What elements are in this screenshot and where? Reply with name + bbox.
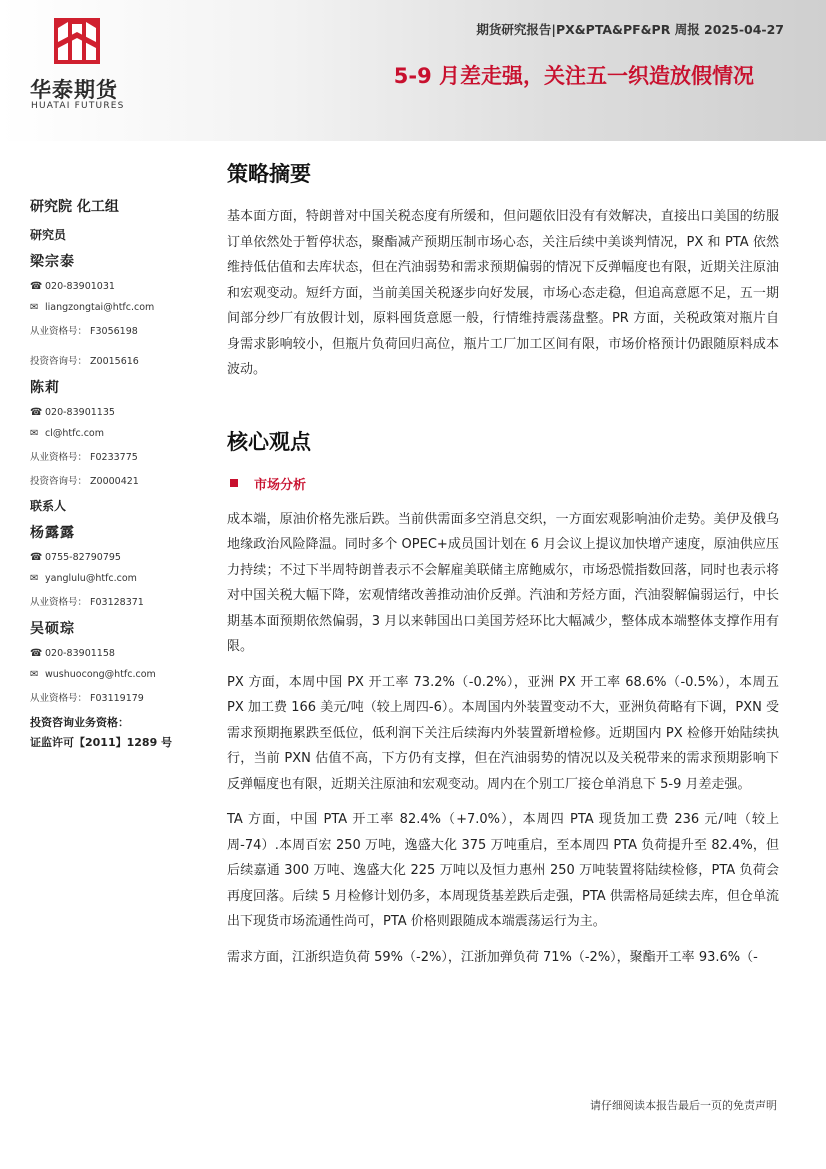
phone-number: 0755-82790795 <box>45 552 121 563</box>
phone-icon: ☎ <box>30 407 43 418</box>
logo-text-en: HUATAI FUTURES <box>31 101 125 111</box>
contact-label: 联系人 <box>30 499 67 513</box>
disclaimer-footer: 请仔细阅读本报告最后一页的免责声明 <box>590 1099 777 1112</box>
email-address[interactable]: yanglulu@htfc.com <box>45 573 137 584</box>
email-line <box>30 302 205 313</box>
phone-number: 020-83901158 <box>45 648 115 659</box>
logo-text-cn: 华泰期货 <box>30 78 118 102</box>
contact-card <box>30 618 205 704</box>
phone-line <box>30 281 205 292</box>
analysis-paragraph: 需求方面，江浙织造负荷 59%（-2%），江浙加弹负荷 71%（-2%），聚酯开工率 93.6%（- <box>227 949 758 965</box>
email-address[interactable]: liangzongtai@htfc.com <box>45 302 155 313</box>
bullet-square-icon <box>230 479 238 487</box>
researcher-card <box>30 251 205 367</box>
phone-line <box>30 648 205 659</box>
email-icon: ✉ <box>30 428 39 439</box>
analyst-name: 陈莉 <box>30 380 60 396</box>
strategy-summary-text: 基本面方面，特朗普对中国关税态度有所缓和，但问题依旧没有有效解决，直接出口美国的纺服订单依然处于暂停状态，聚酯减产预期压制市场心态，关注后续中美谈判情况，PX 和 PTA 依然维持低估值和去库状态，但在汽油弱势和需求预期偏弱的情况下反弹幅度也有限，近期关注原油和宏观变动。短纤方面，当前美国关税逐步向好发展，市场心态走稳，但追高意愿不足，五一期间部分纱厂有放假计划，原料囤货意愿一般，行情维持震荡盘整。PR 方面，关税政策对瓶片自身需求影响较小，但瓶片负荷回归高位，瓶片工厂加工区间有限，市场价格预计仍跟随原料成本波动。 <box>227 209 779 377</box>
qualification-number: 从业资格号： F03119179 <box>30 693 144 704</box>
email-icon: ✉ <box>30 669 39 680</box>
analysis-paragraph: 成本端，原油价格先涨后跌。当前供需面多空消息交织，一方面宏观影响油价走势。美伊及俄乌地缘政治风险降温。同时多个 OPEC+成员国计划在 6 月会议上提议加快增产速度，原油供应压力持续；不过下半周特朗普表示不会解雇美联储主席鲍威尔，市场恐慌指数回落，同时也表示将对中国关税大幅下降，宏观情绪改善推动油价反弹。汽油和芳烃方面，汽油裂解偏弱运行，中长期基本面预期依然偏弱，3 月以来韩国出口美国芳烃环比大幅减少，整体成本端整体支撑作用有限。 <box>227 511 779 654</box>
researcher-card <box>30 377 205 487</box>
email-icon: ✉ <box>30 302 39 313</box>
company-logo <box>30 18 130 111</box>
email-line <box>30 669 205 680</box>
analyst-name: 梁宗泰 <box>30 254 75 270</box>
investment-advisory-number: 投资咨询号： Z0015616 <box>30 356 139 367</box>
researcher-label: 研究员 <box>30 228 67 242</box>
department: 研究院 化工组 <box>30 199 119 215</box>
email-line <box>30 573 205 584</box>
market-analysis-label: 市场分析 <box>254 477 307 493</box>
report-title: 5-9 月差走强，关注五一织造放假情况 <box>393 64 754 88</box>
logo-mark-icon <box>54 18 100 64</box>
qualification-number: 从业资格号： F03128371 <box>30 597 144 608</box>
email-icon: ✉ <box>30 573 39 584</box>
phone-icon: ☎ <box>30 281 43 292</box>
main-content <box>227 158 779 970</box>
page-header <box>0 0 826 141</box>
license-value: 证监许可【2011】1289 号 <box>30 736 173 749</box>
qualification-number: 从业资格号： F3056198 <box>30 326 138 337</box>
report-meta: 期货研究报告|PX&PTA&PF&PR 周报 2025-04-27 <box>476 22 784 37</box>
phone-line <box>30 407 205 418</box>
qualification-number: 从业资格号： F0233775 <box>30 452 138 463</box>
contact-name: 吴硕琮 <box>30 621 75 637</box>
analysis-paragraph: PX 方面，本周中国 PX 开工率 73.2%（-0.2%），亚洲 PX 开工率 68.6%（-0.5%），本周五 PX 加工费 166 美元/吨（较上周四-6）。本周国内外装置变动不大，亚洲负荷略有下调，PXN 受需求预期拖累跌至低位，低利润下关注后续海内外装置新增检修。近期国内 PX 检修开始陆续执行，当前 PXN 估值不高，下方仍有支撑，但在汽油弱势的情况以及关税带来的需求预期影响下反弹幅度也有限，近期关注原油和宏观变动。周内在个别工厂接仓单消息下 5-9 月差走强。 <box>227 674 779 792</box>
analyst-sidebar <box>30 196 205 754</box>
phone-icon: ☎ <box>30 648 43 659</box>
email-address[interactable]: cl@htfc.com <box>45 428 104 439</box>
analysis-paragraph: TA 方面，中国 PTA 开工率 82.4%（+7.0%），本周四 PTA 现货加工费 236 元/吨（较上周-74）.本周百宏 250 万吨，逸盛大化 375 万吨重启，至本周四 PTA 负荷提升至 82.4%，但后续嘉通 300 万吨、逸盛大化 225 万吨以及恒力惠州 250 万吨装置将陆续检修，PTA 负荷会再度回落。后续 5 月检修计划仍多，本周现货基差跌后走强，PTA 供需格局延续去库，但仓单流出下现货市场流通性尚可，PTA 价格则跟随成本端震荡运行为主。 <box>227 812 779 929</box>
contact-name: 杨露露 <box>30 525 75 541</box>
email-line <box>30 428 205 439</box>
market-analysis-heading <box>227 474 779 493</box>
phone-number: 020-83901135 <box>45 407 115 418</box>
contact-card <box>30 522 205 608</box>
phone-number: 020-83901031 <box>45 281 115 292</box>
phone-line <box>30 552 205 563</box>
core-view-heading: 核心观点 <box>227 429 311 454</box>
investment-advisory-number: 投资咨询号： Z0000421 <box>30 476 139 487</box>
strategy-summary-heading: 策略摘要 <box>227 162 311 186</box>
phone-icon: ☎ <box>30 552 43 563</box>
email-address[interactable]: wushuocong@htfc.com <box>45 669 156 680</box>
license-label: 投资咨询业务资格： <box>30 716 129 729</box>
